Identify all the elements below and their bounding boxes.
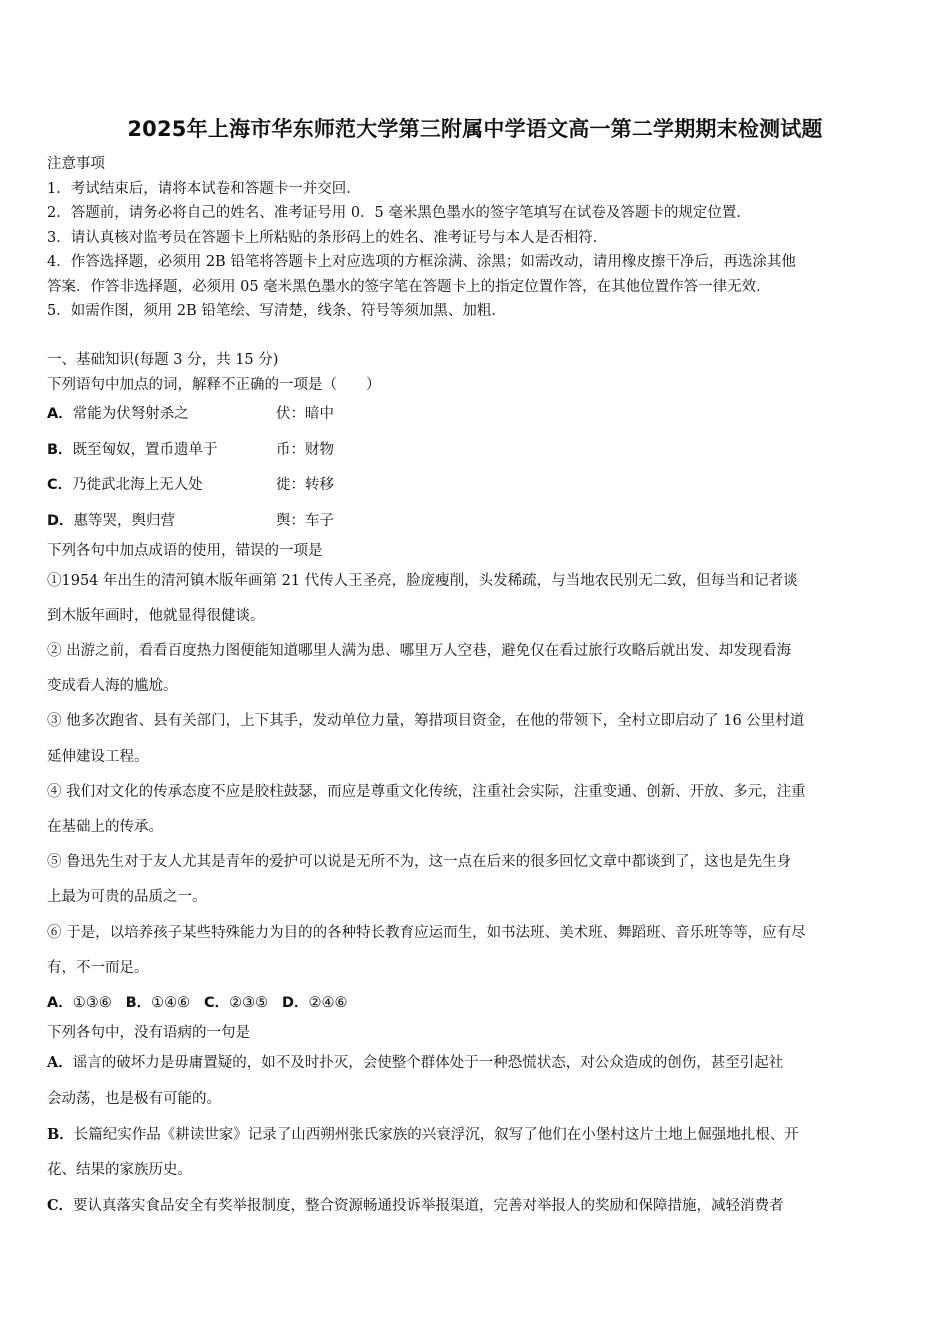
- option-label: D．: [47, 512, 74, 529]
- option-line: [47, 1153, 907, 1188]
- choice-text: ①③⑥: [72, 994, 112, 1011]
- sentence-line: ③ 他多次跑省、县有关部门，上下其手，发动单位力量，筹措项目资金，在他的带领下，全村立即启动了 16 公里村道: [47, 713, 805, 730]
- option-text: 要认真落实食品安全有奖举报制度，整合资源畅通投诉举报渠道，完善对举报人的奖励和保障措施，减轻消费者: [73, 1198, 784, 1215]
- choice-label: C．: [203, 994, 230, 1011]
- choice-label: D．: [281, 994, 309, 1011]
- sentence-line: 到木版年画时，他就显得很健谈。: [47, 607, 265, 624]
- option-label: A．: [47, 1054, 73, 1072]
- question-3-options: [47, 1045, 907, 1224]
- option-line: [47, 1188, 907, 1224]
- choice-text: ②③⑤: [229, 994, 269, 1011]
- question-2-stem: 下列各句中加点成语的使用，错误的一项是: [47, 543, 323, 559]
- option-text: 长篇纪实作品《耕读世家》记录了山西朔州张氏家族的兴衰浮沉，叙写了他们在小堡村这片土地上倔强地扎根、开: [73, 1126, 799, 1143]
- section-basic-knowledge: [47, 348, 907, 1224]
- option-gloss: 徙：转移: [276, 477, 334, 493]
- option-text: 谣言的破坏力是毋庸置疑的，如不及时扑灭，会使整个群体处于一种恐慌状态，对公众造成的创伤，甚至引起社: [72, 1055, 784, 1072]
- sentence-line: 变成看人海的尴尬。: [47, 678, 178, 695]
- option-label: B．: [47, 1125, 74, 1143]
- option-label: A．: [47, 406, 73, 422]
- notice-item: 5．如需作图，须用 2B 铅笔绘、写清楚，线条、符号等须加黑、加粗．: [47, 303, 506, 319]
- option-gloss: 舆：车子: [276, 512, 334, 529]
- option-text: 惠等哭，舆归营: [73, 512, 176, 529]
- question-2-sentences: [47, 564, 907, 986]
- choice-text: ①④⑥: [151, 994, 191, 1011]
- notice-item: 3．请认真核对监考员在答题卡上所粘贴的条形码上的姓名、准考证号与本人是否相符．: [47, 229, 608, 246]
- question-1-option-b: [47, 433, 907, 469]
- option-text: 既至匈奴，置币遗单于: [72, 441, 218, 458]
- option-text: 常能为伏弩射杀之: [72, 406, 189, 422]
- sentence-line: ② 出游之前，看看百度热力图便能知道哪里人满为患、哪里万人空巷，避免仅在看过旅行攻略后就出发、却发现看海: [47, 642, 792, 659]
- option-line: [47, 1117, 907, 1153]
- sentence-line: 在基础上的传承。: [47, 818, 163, 835]
- question-1-option-a: [47, 397, 907, 433]
- option-gloss: 伏：暗中: [276, 406, 334, 422]
- choice-label: A．: [47, 994, 73, 1011]
- question-2-choices: [47, 986, 907, 1021]
- question-3-stem: 下列各句中，没有语病的一句是: [47, 1024, 250, 1041]
- section-heading: 一、基础知识(每题 3 分，共 15 分): [47, 352, 279, 368]
- option-label: B．: [47, 441, 73, 458]
- option-text: 乃徙武北海上无人处: [72, 477, 203, 493]
- notice-item: 2．答题前，请务必将自己的姓名、准考证号用 0．5 毫米黑色墨水的签字笔填写在试卷及答题卡的规定位置．: [47, 205, 751, 221]
- notice-heading: 注意事项: [47, 156, 105, 172]
- sentence-line: 延伸建设工程。: [47, 748, 149, 765]
- option-label: C．: [47, 1197, 74, 1215]
- option-gloss: 币：财物: [276, 441, 334, 458]
- notice-item: 答案．作答非选择题，必须用 05 毫米黑色墨水的签字笔在答题卡上的指定位置作答，在其他位置作答一律无效．: [47, 278, 771, 295]
- sentence-line: ④ 我们对文化的传承态度不应是胶柱鼓瑟，而应是尊重文化传统，注重社会实际，注重变通、创新、开放、多元，注重: [47, 783, 806, 800]
- option-label: C．: [47, 477, 73, 493]
- option-line: [47, 1045, 907, 1081]
- notice-item: 4．作答选择题，必须用 2B 铅笔将答题卡上对应选项的方框涂满、涂黑；如需改动，请用橡皮擦干净后，再选涂其他: [47, 254, 796, 270]
- sentence-line: ⑤ 鲁迅先生对于友人尤其是青年的爱护可以说是无所不为，这一点在后来的很多回忆文章中都谈到了，这也是先生身: [47, 854, 792, 871]
- choice-label: B．: [125, 994, 152, 1011]
- sentence-line: ⑥ 于是，以培养孩子某些特殊能力为目的的各种特长教育应运而生，如书法班、美术班、舞蹈班、音乐班等等，应有尽: [47, 924, 806, 941]
- sentence-line: 上最为可贵的品质之一。: [47, 889, 207, 906]
- question-1-option-d: [47, 504, 907, 540]
- option-line: [47, 1082, 907, 1117]
- notice-section: [47, 152, 907, 324]
- choice-text: ②④⑥: [308, 994, 348, 1011]
- question-1-stem: 下列语句中加点的词，解释不正确的一项是（ ）: [47, 376, 381, 393]
- option-text: 会动荡，也是极有可能的。: [47, 1090, 221, 1107]
- question-1-option-c: [47, 468, 907, 504]
- option-text: 花、结果的家族历史。: [47, 1162, 192, 1179]
- page-title: 2025年上海市华东师范大学第三附属中学语文高一第二学期期末检测试题: [127, 117, 823, 141]
- notice-item: 1．考试结束后，请将本试卷和答题卡一并交回．: [47, 180, 361, 197]
- sentence-line: ①1954 年出生的清河镇木版年画第 21 代传人王圣亮，脸庞瘦削，头发稀疏，与当地农民别无二致，但每当和记者谈: [47, 572, 798, 589]
- sentence-line: 有，不一而足。: [47, 959, 149, 976]
